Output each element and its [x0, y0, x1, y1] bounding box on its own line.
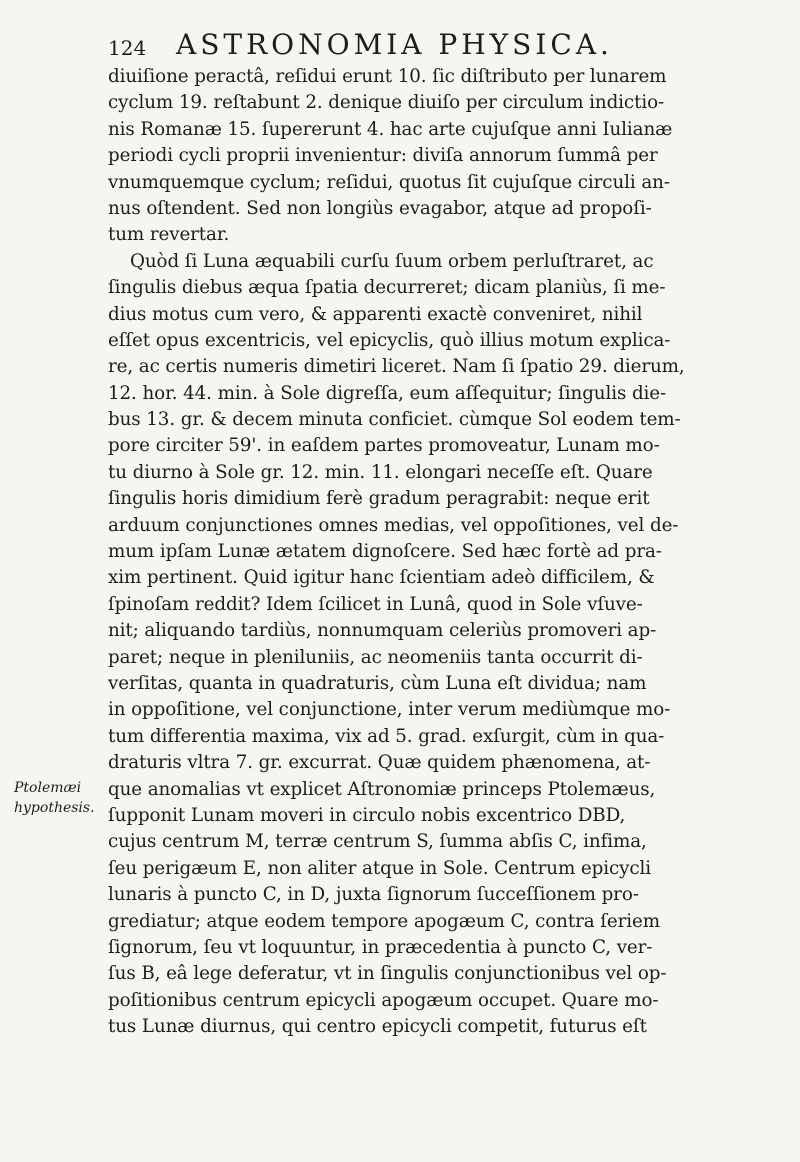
text-line: tu diurno à Sole gr. 12. min. 11. elongari neceſſe eſt. Quare [108, 461, 653, 483]
text-line: nus oſtendent. Sed non longiùs evagabor, atque ad propoſi- [108, 197, 652, 219]
text-line: tus Lunæ diurnus, qui centro epicycli competit, futurus eſt [108, 1016, 647, 1038]
text-line: ſignorum, ſeu vt loquuntur, in præcedentia à puncto C, ver- [108, 936, 653, 958]
text-line: dius motus cum vero, & apparenti exactè conveniret, nihil [108, 303, 643, 325]
text-line: tum revertar. [108, 224, 230, 246]
text-line: ſingulis diebus æqua ſpatia decurreret; dicam planiùs, ſi me- [108, 277, 666, 299]
margin-note-line: Ptolemæi [14, 780, 82, 796]
text-line: que anomalias vt explicet Aſtronomiæ princeps Ptolemæus, [108, 778, 656, 800]
text-line: re, ac certis numeris dimetiri liceret. Nam ſi ſpatio 29. dierum, [108, 356, 685, 378]
text-line: bus 13. gr. & decem minuta conficiet. cùmque Sol eodem tem- [108, 409, 681, 431]
running-title: ASTRONOMIA PHYSICA. [176, 28, 613, 61]
text-line: cujus centrum M, terræ centrum S, ſumma abſis C, infima, [108, 831, 647, 853]
text-line: nis Romanæ 15. ſupererunt 4. hac arte cujuſque anni Iulianæ [108, 118, 673, 140]
text-line: tum differentia maxima, vix ad 5. grad. exſurgit, cùm in qua- [108, 725, 665, 747]
margin-note [14, 778, 104, 818]
text-line: in oppoſitione, vel conjunctione, inter verum mediùmque mo- [108, 699, 671, 721]
text-line: cyclum 19. reſtabunt 2. denique diuiſo per circulum indictio- [108, 92, 665, 114]
text-line: xim pertinent. Quid igitur hanc ſcientiam adeò difficilem, & [108, 567, 655, 589]
text-line: ſingulis horis dimidium ferè gradum peragrabit: neque erit [108, 488, 650, 510]
text-line: 12. hor. 44. min. à Sole digreſſa, eum aſſequitur; ſingulis die- [108, 382, 667, 404]
text-line: periodi cycli proprii invenientur: diviſa annorum ſummâ per [108, 145, 658, 167]
text-line: poſitionibus centrum epicycli apogæum occupet. Quare mo- [108, 989, 659, 1011]
margin-note-line: hypothesis. [14, 800, 95, 816]
text-line: ſus B, eâ lege deferatur, vt in ſingulis conjunctionibus vel op- [108, 963, 667, 985]
text-line: paret; neque in pleniluniis, ac neomeniis tanta occurrit di- [108, 646, 643, 668]
text-line: ſupponit Lunam moveri in circulo nobis excentrico DBD, [108, 804, 626, 826]
body-text [108, 64, 776, 1040]
text-line: verſitas, quanta in quadraturis, cùm Luna eſt dividua; nam [108, 672, 647, 694]
text-line: pore circiter 59'. in eaſdem partes promoveatur, Lunam mo- [108, 435, 660, 457]
text-line: nit; aliquando tardiùs, nonnumquam celeriùs promoveri ap- [108, 620, 657, 642]
text-line: lunaris à puncto C, in D, juxta ſignorum ſucceſſionem pro- [108, 884, 639, 906]
text-line: diuiſione peractâ, reſidui erunt 10. ſic diſtributo per lunarem [108, 66, 667, 87]
text-line: ſeu perigæum E, non aliter atque in Sole. Centrum epicycli [108, 857, 651, 879]
page-number: 124 [108, 36, 147, 60]
text-line: vnumquemque cyclum; reſidui, quotus ſit cujuſque circuli an- [108, 171, 670, 193]
page-header [108, 24, 708, 64]
text-line: eſſet opus excentricis, vel epicyclis, quò illius motum explica- [108, 329, 671, 351]
text-line: draturis vltra 7. gr. excurrat. Quæ quidem phænomena, at- [108, 752, 651, 774]
text-line: arduum conjunctiones omnes medias, vel oppoſitiones, vel de- [108, 514, 679, 536]
text-line: grediatur; atque eodem tempore apogæum C, contra ſeriem [108, 910, 660, 932]
text-line: mum ipſam Lunæ ætatem dignoſcere. Sed hæc fortè ad pra- [108, 541, 662, 563]
text-line: Quòd ſi Luna æquabili curſu ſuum orbem perluſtraret, ac [130, 250, 654, 272]
text-line: ſpinoſam reddit? Idem ſcilicet in Lunâ, quod in Sole vſuve- [108, 593, 643, 615]
